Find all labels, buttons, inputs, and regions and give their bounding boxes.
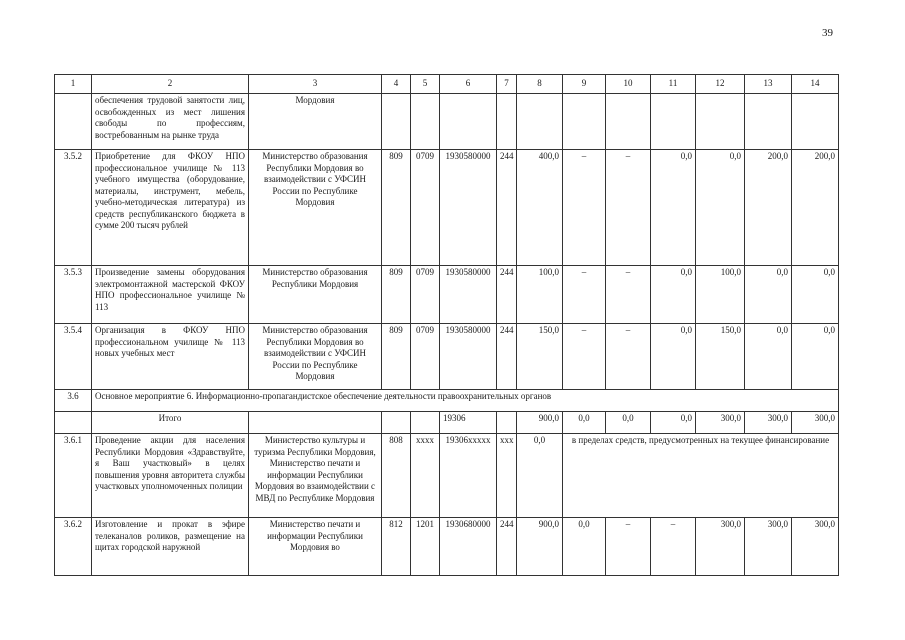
cell: – bbox=[606, 518, 651, 576]
activity-name: Изготовление и прокат в эфире телеканалов роликов, размещение на щитах городской наружной bbox=[92, 518, 249, 576]
cell: 400,0 bbox=[517, 150, 563, 266]
header-cell: 4 bbox=[382, 75, 411, 94]
header-cell: 8 bbox=[517, 75, 563, 94]
cell: 19306xxxxx bbox=[440, 434, 497, 518]
cell: 0,0 bbox=[696, 150, 745, 266]
cell: 244 bbox=[497, 266, 517, 324]
cell: 0,0 bbox=[651, 412, 696, 434]
responsible-org: Министерство образования Республики Мордовия во взаимодействии с УФСИН России по Республике Мордовия bbox=[249, 150, 382, 266]
program-table bbox=[54, 74, 839, 576]
cell: 200,0 bbox=[745, 150, 792, 266]
activity-name: обеспечения трудовой занятости лиц, освобожденных из мест лишения свободы по профессиям, востребованным на рынке труда bbox=[92, 94, 249, 150]
row-number: 3.5.4 bbox=[55, 324, 92, 390]
section-number: 3.6 bbox=[55, 390, 92, 412]
cell: 0,0 bbox=[563, 412, 606, 434]
cell: 0,0 bbox=[606, 412, 651, 434]
activity-name: Организация в ФКОУ НПО профессиональном училище № 113 новых учебных мест bbox=[92, 324, 249, 390]
cell: 0,0 bbox=[517, 434, 563, 518]
header-cell: 7 bbox=[497, 75, 517, 94]
cell: 150,0 bbox=[696, 324, 745, 390]
table-row bbox=[55, 518, 839, 576]
row-number: 3.6.1 bbox=[55, 434, 92, 518]
cell: – bbox=[606, 266, 651, 324]
cell: 0709 bbox=[411, 324, 440, 390]
header-cell: 9 bbox=[563, 75, 606, 94]
table-row bbox=[55, 324, 839, 390]
cell: 200,0 bbox=[792, 150, 839, 266]
cell: – bbox=[606, 324, 651, 390]
activity-name: Произведение замены оборудования электромонтажной мастерской ФКОУ НПО профессиональное училище № 113 bbox=[92, 266, 249, 324]
cell: 809 bbox=[382, 324, 411, 390]
header-cell: 14 bbox=[792, 75, 839, 94]
cell: 809 bbox=[382, 150, 411, 266]
cell: 19306 bbox=[440, 412, 497, 434]
cell: 0,0 bbox=[651, 150, 696, 266]
cell: 300,0 bbox=[745, 412, 792, 434]
cell: 0,0 bbox=[563, 518, 606, 576]
header-cell: 13 bbox=[745, 75, 792, 94]
cell: 812 bbox=[382, 518, 411, 576]
cell: 0709 bbox=[411, 266, 440, 324]
cell: xxx bbox=[497, 434, 517, 518]
cell: 244 bbox=[497, 324, 517, 390]
total-label: Итого bbox=[92, 412, 249, 434]
header-cell: 1 bbox=[55, 75, 92, 94]
cell: 300,0 bbox=[696, 518, 745, 576]
cell: 1930580000 bbox=[440, 266, 497, 324]
page-number: 39 bbox=[822, 27, 833, 39]
cell: – bbox=[651, 518, 696, 576]
responsible-org: Министерство печати и информации Республики Мордовия во bbox=[249, 518, 382, 576]
cell: – bbox=[606, 150, 651, 266]
cell: 809 bbox=[382, 266, 411, 324]
cell: 0,0 bbox=[745, 324, 792, 390]
cell: 0709 bbox=[411, 150, 440, 266]
activity-name: Приобретение для ФКОУ НПО профессиональное училище № 113 учебного имущества (оборудование, материалы, инструмент, мебель, учебно-методическая литература) из средств республиканского бюджета в сумме 200 тысяч рублей bbox=[92, 150, 249, 266]
cell: 1930680000 bbox=[440, 518, 497, 576]
header-cell: 11 bbox=[651, 75, 696, 94]
cell: 900,0 bbox=[517, 412, 563, 434]
column-number-row bbox=[55, 75, 839, 94]
header-cell: 3 bbox=[249, 75, 382, 94]
cell: 300,0 bbox=[696, 412, 745, 434]
responsible-org: Министерство образования Республики Мордовия bbox=[249, 266, 382, 324]
section-row bbox=[55, 390, 839, 412]
header-cell: 6 bbox=[440, 75, 497, 94]
table-row bbox=[55, 266, 839, 324]
cell: 150,0 bbox=[517, 324, 563, 390]
activity-name: Проведение акции для населения Республики Мордовия «Здравствуйте, я Ваш участковый» в целях повышения уровня авторитета службы участковых уполномоченных полиции bbox=[92, 434, 249, 518]
cell: 0,0 bbox=[792, 266, 839, 324]
cell: 1930580000 bbox=[440, 324, 497, 390]
cell: 300,0 bbox=[745, 518, 792, 576]
total-row bbox=[55, 412, 839, 434]
responsible-org: Министерство культуры и туризма Республики Мордовия, Министерство печати и информации Республики Мордовия во взаимодействии с МВД по Республике Мордовия bbox=[249, 434, 382, 518]
cell: 300,0 bbox=[792, 518, 839, 576]
cell: 900,0 bbox=[517, 518, 563, 576]
cell: 244 bbox=[497, 518, 517, 576]
header-cell: 2 bbox=[92, 75, 249, 94]
funding-note: в пределах средств, предусмотренных на текущее финансирование bbox=[563, 434, 839, 518]
responsible-org: Министерство образования Республики Мордовия во взаимодействии с УФСИН России по Республике Мордовия bbox=[249, 324, 382, 390]
cell: 0,0 bbox=[651, 266, 696, 324]
cell: 1201 bbox=[411, 518, 440, 576]
header-cell: 12 bbox=[696, 75, 745, 94]
cell: 244 bbox=[497, 150, 517, 266]
cell: 1930580000 bbox=[440, 150, 497, 266]
cell: 300,0 bbox=[792, 412, 839, 434]
table-row bbox=[55, 434, 839, 518]
responsible-org: Мордовия bbox=[249, 94, 382, 150]
cell: – bbox=[563, 324, 606, 390]
cell: xxxx bbox=[411, 434, 440, 518]
header-cell: 5 bbox=[411, 75, 440, 94]
row-number: 3.5.2 bbox=[55, 150, 92, 266]
row-number: 3.6.2 bbox=[55, 518, 92, 576]
table-row bbox=[55, 94, 839, 150]
cell: 100,0 bbox=[517, 266, 563, 324]
cell: – bbox=[563, 150, 606, 266]
section-title: Основное мероприятие 6. Информационно-пропагандистское обеспечение деятельности правоохранительных органов bbox=[92, 390, 839, 412]
cell: 808 bbox=[382, 434, 411, 518]
table-row bbox=[55, 150, 839, 266]
cell: 0,0 bbox=[792, 324, 839, 390]
cell: 0,0 bbox=[651, 324, 696, 390]
header-cell: 10 bbox=[606, 75, 651, 94]
cell: 0,0 bbox=[745, 266, 792, 324]
cell: 100,0 bbox=[696, 266, 745, 324]
row-number: 3.5.3 bbox=[55, 266, 92, 324]
cell: – bbox=[563, 266, 606, 324]
